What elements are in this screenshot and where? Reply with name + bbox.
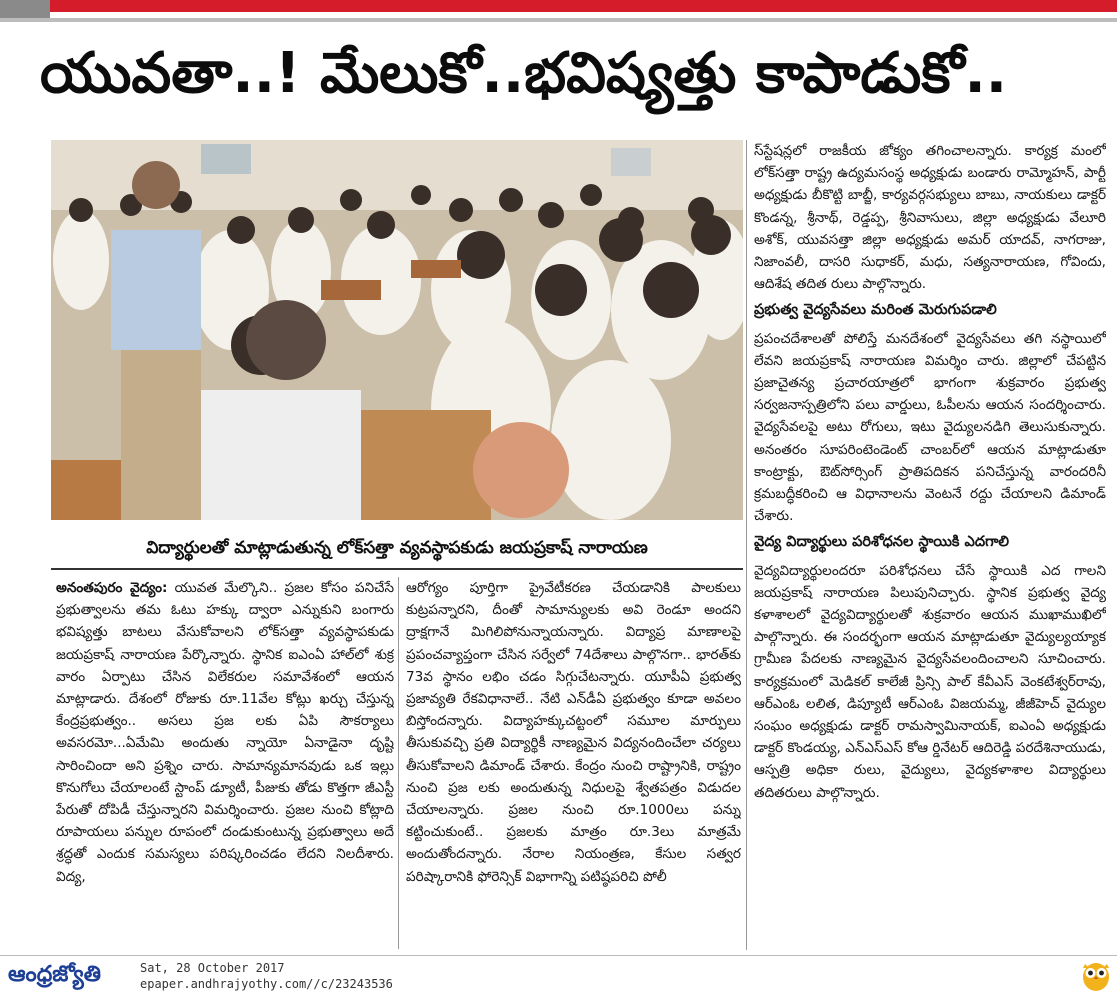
publication-date: Sat, 28 October 2017 [140, 961, 285, 975]
article-text: ఆరోగ్యం పూర్తిగా ప్రైవేటీకరణ చేయడానికి పాలకులు కుట్రపన్నారని, దీంతో సామాన్యులకు అవి రెండూ అందని ద్రాక్షగానే మిగిలిపోనున్నాయన్నారు. విద్యాప్ర మాణాలపై ప్రపంచవ్యాప్తంగా చేసిన సర్వేలో 74దేశాలు పాల్గొనగా.. భారత్‌కు 73వ స్థానం లభిం చడం సిగ్గుచేటన్నారు. యూపీఏ ప్రభుత్వ ప్రజావ్యతి రేకవిధానాలే.. నేటి ఎన్‌డీఏ ప్రభుత్వం కూడా అవలం బిస్తోందన్నారు. విద్యాహక్కుచట్టంలో సమూల మార్పులు తీసుకువచ్చి ప్రతి విద్యార్థికీ నాణ్యమైన విద్యనందించేలా చర్యలు తీసుకోవాలని డిమాండ్ చేశారు. కేంద్రం నుంచి రాష్ట్రానికి, రాష్ట్రం నుంచి ప్రజ లకు అందుతున్న నిధులపై శ్వేతపత్రం విడుదల చేయాలన్నారు. ప్రజల నుంచి రూ.1000లు పన్ను కట్టించుకుంటే.. ప్రజలకు మాత్రం రూ.3లు మాత్రమే అందుతోందన్నారు. నేరాల నియంత్రణ, కేసుల సత్వర పరిష్కారానికి ఫోరెన్సిక్ విభాగాన్ని పటిష్ఠపరిచి పోలీ [406, 580, 741, 885]
news-photo [51, 140, 743, 520]
headline: యువతా..! మేలుకో..భవిష్యత్తు కాపాడుకో.. [40, 41, 1007, 106]
dateline: అనంతపురం వైద్యం: [56, 580, 168, 596]
article-column-2 [406, 577, 741, 949]
top-bar-underline [0, 18, 1117, 22]
article-column-3 [754, 140, 1106, 955]
top-bar-grey-block [0, 0, 50, 18]
publication-logo[interactable]: ఆంధ్రజ్యోతి [8, 962, 101, 987]
article-column-1 [56, 577, 394, 949]
epaper-url[interactable]: epaper.andhrajyothy.com//c/23243536 [140, 977, 393, 991]
article-text: యువత మేల్కొని.. ప్రజల కోసం పనిచేసే ప్రభుత్వాలను తమ ఓటు హక్కు ద్వారా ఎన్నుకుని బంగారు భవిష్యత్తు బాటలు వేసుకోవాలని లోక్‌సత్తా వ్యవస్థాపకుడు జయప్రకాష్ నారాయణ పేర్కొన్నారు. స్థానిక ఐఎంఏ హాల్‌లో శుక్ర వారం ఏర్పాటు చేసిన విలేకరుల సమావేశంలో ఆయన మాట్లాడారు. దేశంలో రోజుకు రూ.11వేల కోట్లు ఖర్చు చేస్తున్న కేంద్రప్రభుత్వం.. అసలు ప్రజ లకు ఏపి సౌకర్యాలు అవసరమో...ఏమేమి అందుతు న్నాయో ఏనాడైనా దృష్టి సారించిందా అని ప్రశ్నిం చారు. సామాన్యమానవుడు ఒక ఇల్లు కొనుగోలు చేయాలంటే స్టాంప్ డ్యూటీ, పీజుకు తోడు కొత్తగా జీఎస్టీ పేరుతో దోపిడీ చేస్తున్నారని విమర్శించారు. ప్రజల నుంచి కోట్లాది రూపాయలు పన్నుల రూపంలో దండుకుంటున్న ప్రభుత్వాలు అదే శ్రద్ధతో ఎందుక సమస్యలు పరిష్కరించడం లేదని నిలదీశారు. విద్య, [56, 580, 394, 885]
article-text: ప్రపంచదేశాలతో పోలిస్తే మనదేశంలో వైద్యసేవలు తగి నస్థాయిలో లేవని జయప్రకాష్ నారాయణ విమర్శిం చారు. జిల్లాలో చేపట్టిన ప్రజాచైతన్య ప్రచారయాత్రలో భాగంగా శుక్రవారం ప్రభుత్వ సర్వజనాస్పత్రిలోని పలు వార్డులు, ఓపీలను ఆయన సందర్శించారు. వైద్యసేవలపై అటు రోగులు, ఇటు వైద్యులనడిగి తెలుసుకున్నారు. అనంతరం సూపరింటెండెంట్ చాంబర్‌లో ఆయన మాట్లాడుతూ కాంట్రాక్టు, ఔట్‌సోర్సింగ్ ప్రాతిపదికన పనిచేస్తున్న వారందరినీ క్రమబద్ధీకరించి ఆ విధానాలను వెంటనే రద్దు చేయాలని డిమాండ్ చేశారు. [754, 330, 1106, 525]
photo-caption: విద్యార్థులతో మాట్లాడుతున్న లోక్‌సత్తా వ్యవస్థాపకుడు జయప్రకాష్ నారాయణ [51, 528, 743, 570]
subheading: ప్రభుత్వ వైద్యసేవలు మరింత మెరుగుపడాలి [754, 302, 997, 319]
column-divider [746, 140, 747, 950]
column-divider [398, 577, 399, 949]
top-color-bar [0, 0, 1117, 22]
owl-icon [1080, 958, 1112, 992]
subheading: వైద్య విద్యార్థులు పరిశోధనల స్థాయికి ఎదగాలి [754, 534, 1010, 551]
article-text: స్‌స్టేషన్లలో రాజకీయ జోక్యం తగించాలన్నారు. కార్యక్ర మంలో లోక్‌సత్తా రాష్ట్ర ఉద్యమసంస్థ అధ్యక్షుడు బండారు రామ్మోహన్, పార్టీ అధ్యక్షుడు బీకొట్టి బాబ్జీ, కార్యవర్గసభ్యులు బాబు, నాయకులు డాక్టర్ కొండన్న, శ్రీనాథ్, రెడ్డప్ప, శ్రీనివాసులు, జిల్లా అధ్యక్షుడు వేలూరి అశోక్, యువసత్తా జిల్లా అధ్యక్షుడు అమర్ యాదవ్, నాగరాజు, నిజాంవలీ, దాసరి సుధాకర్, మధు, సత్యనారాయణ, గోవిందు, ఆదిశేష తదిత రులు పాల్గొన్నారు. [754, 143, 1106, 293]
top-bar-red-stripe [50, 0, 1117, 12]
article-text: వైద్యవిద్యార్థులందరూ పరిశోధనలు చేసే స్థాయికి ఎద గాలని జయప్రకాష్ నారాయణ పిలుపునిచ్చారు. స్థానిక ప్రభుత్వ వైద్య కళాశాలలో వైద్యవిద్యార్థులతో శుక్రవారం ఆయన ముఖాముఖిలో పాల్గొన్నారు. ఈ సందర్భంగా ఆయన మాట్లాడుతూ వైద్యుల్యయ్యాక గ్రామీణ పేదలకు నాణ్యమైన వైద్యసేవలందించాలని సూచించారు. కార్యక్రమంలో మెడికల్ కాలేజీ ప్రిన్సి పాల్ కేవీఎస్ వెంకటేశ్వర్‌రావు, ఆర్‌ఎంఓ లలిత, డిప్యూటీ ఆర్‌ఎంఓ విజయమ్మ, జీజీహెచ్ వైద్యుల సంఘం అధ్యక్షుడు డాక్టర్ రామస్వామినాయక్, ఐఎంఏ అధ్యక్షుడు డాక్టర్ కొండయ్య, ఎన్ఎస్ఎస్ కోఆ ర్డినేటర్ ఆదిరెడ్డి పరదేశినాయుడు, ఆస్పత్రి అధికా రులు, వైద్యులు, వైద్యకళాశాల విద్యార్థులు తదితరులు పాల్గొన్నారు. [754, 562, 1106, 801]
footer [0, 955, 1117, 995]
